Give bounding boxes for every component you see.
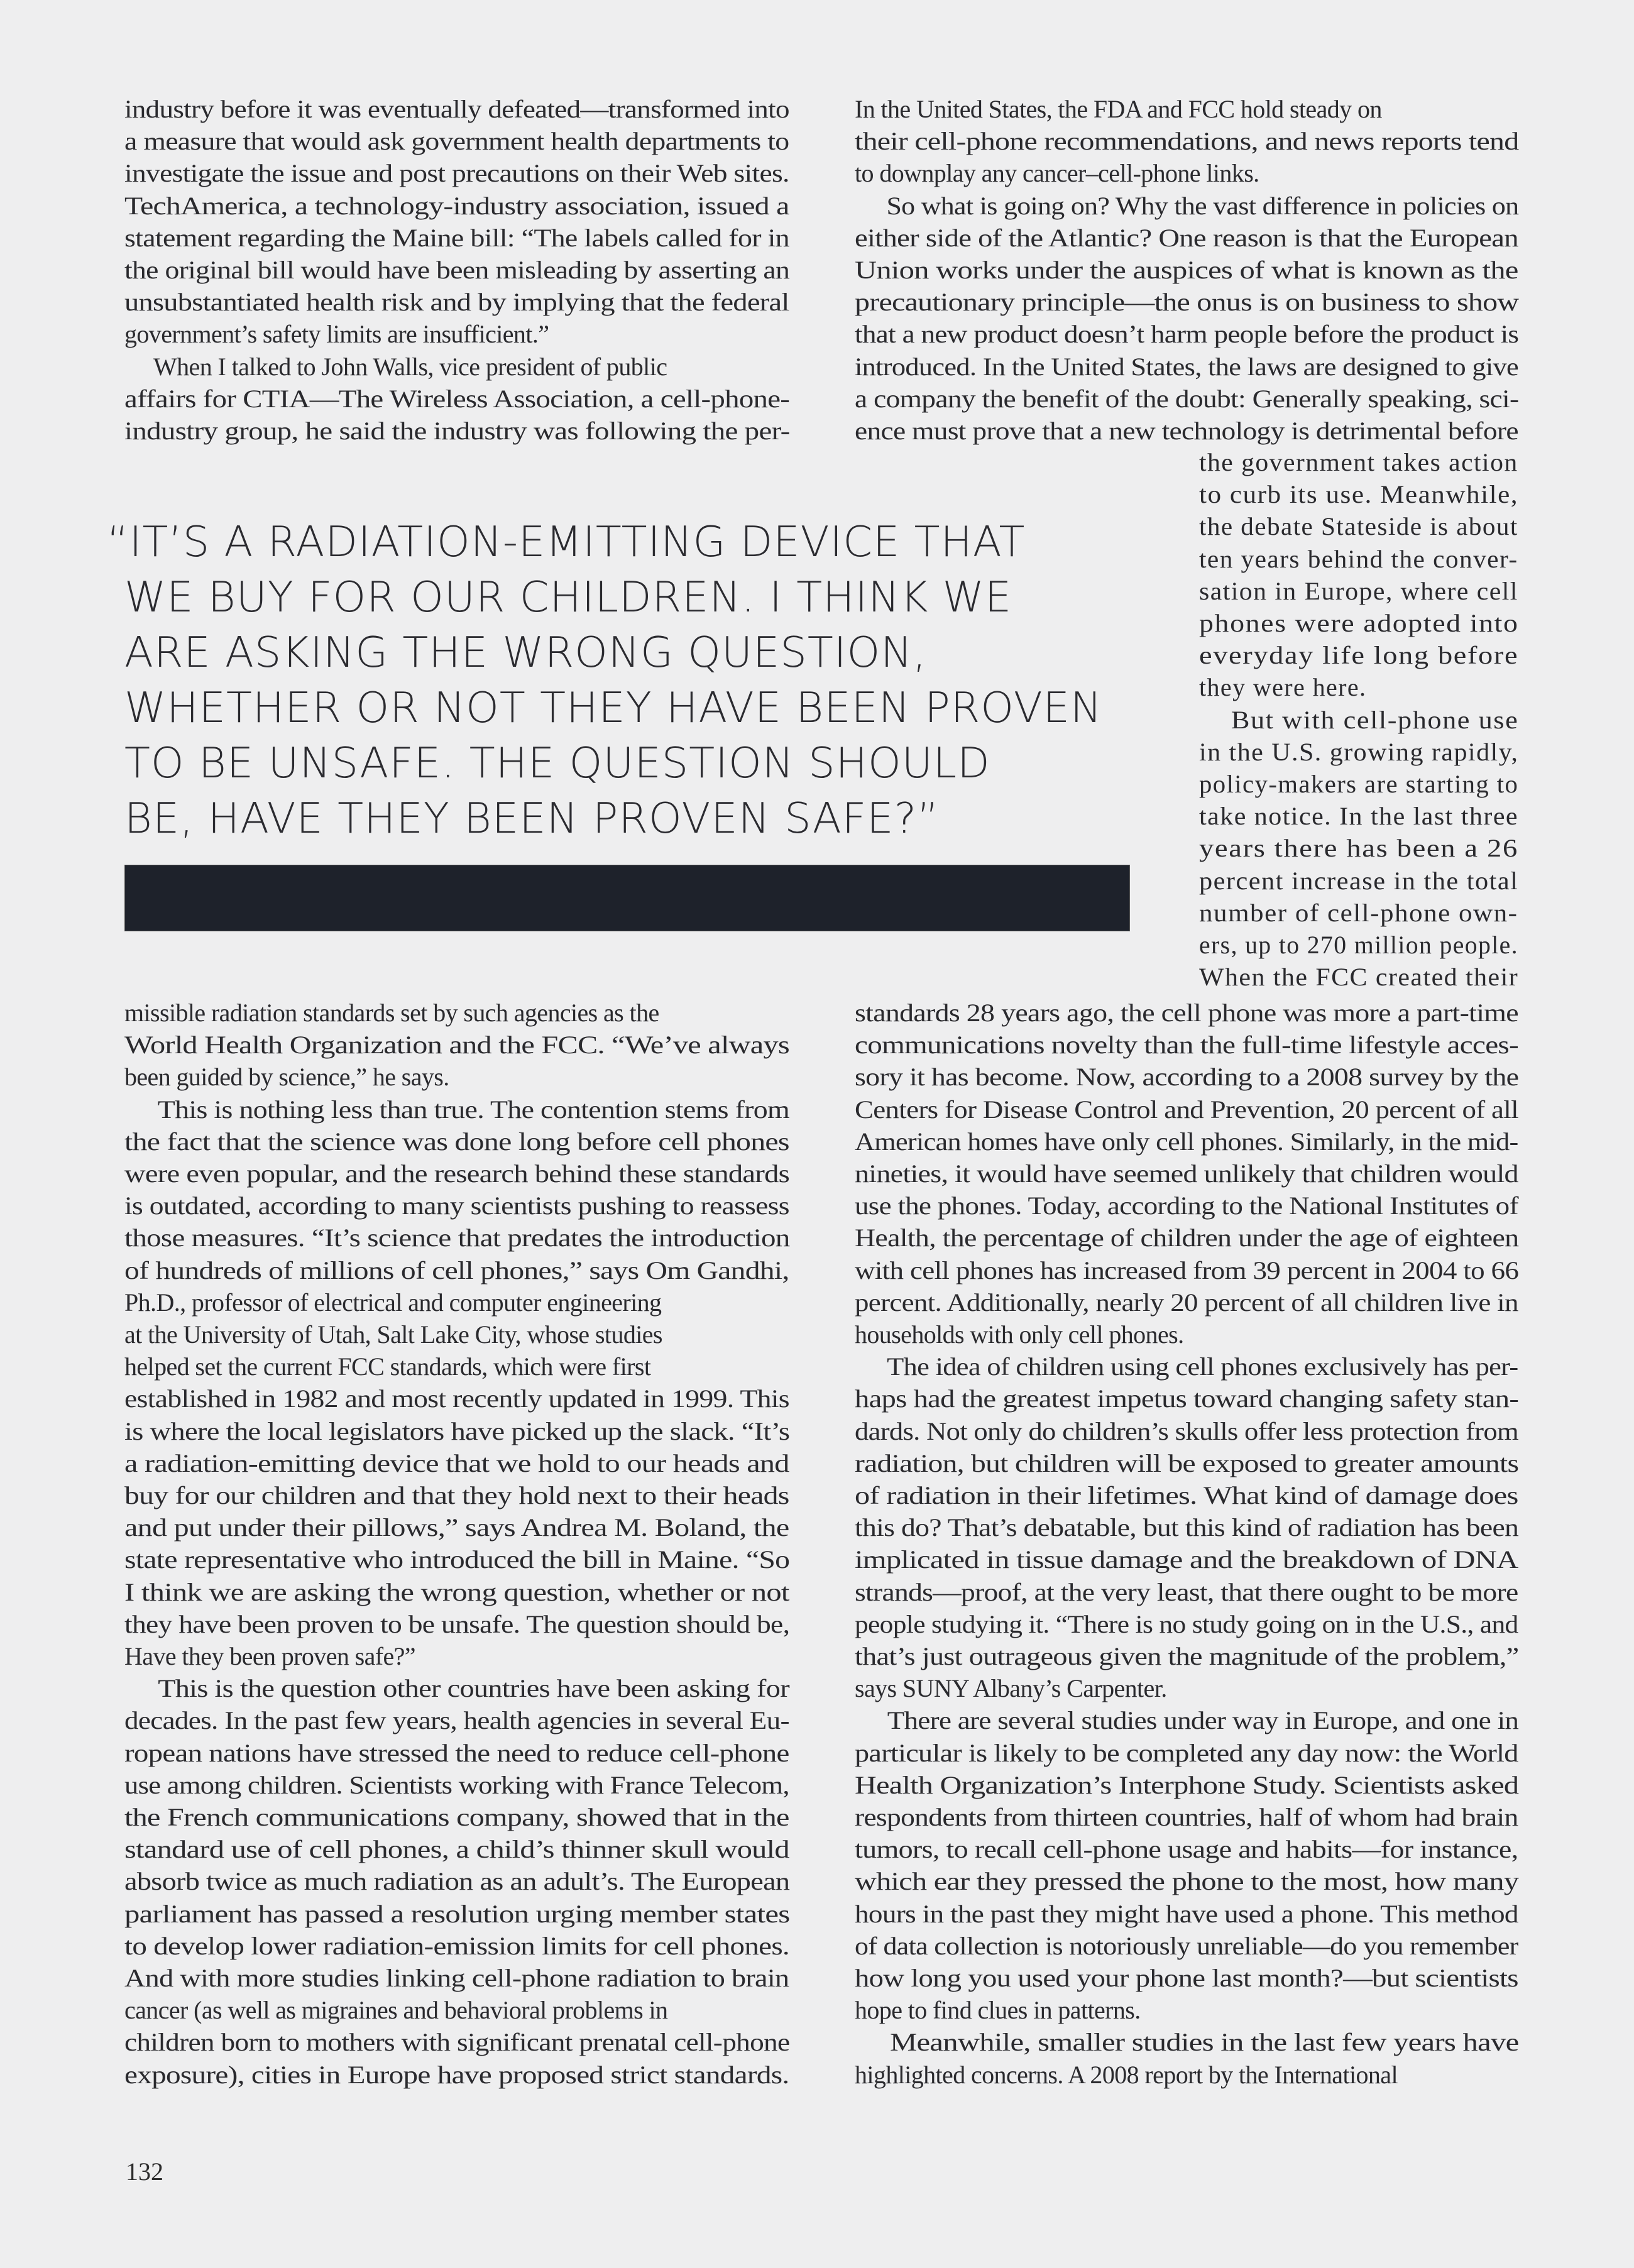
text-line: parliament has passed a resolution urging member states [124,1899,790,1928]
text-line: ers, up to 270 million people. [1199,931,1518,959]
text-line: cancer (as well as migraines and behavioral problems in [124,1996,668,2025]
pull-quote-line: ARE ASKING THE WRONG QUESTION, [124,628,927,677]
text-line: the fact that the science was done long before cell phones [124,1127,789,1156]
text-line: precautionary principle—the onus is on business to show [855,288,1519,317]
text-line: of data collection is notoriously unreliable—do you remember [855,1931,1518,1960]
text-line: Union works under the auspices of what is known as the [855,256,1518,284]
text-line: use among children. Scientists working with France Telecom, [124,1770,789,1799]
text-line: and put under their pillows,” says Andrea M. Boland, the [124,1513,789,1542]
text-line: use the phones. Today, according to the National Institutes of [855,1192,1518,1220]
text-line: says SUNY Albany’s Carpenter. [855,1674,1167,1703]
pull-quote-line: WHETHER OR NOT THEY HAVE BEEN PROVEN [124,683,1103,732]
text-line: Health Organization’s Interphone Study. Scientists asked [855,1770,1519,1799]
text-line: radiation, but children will be exposed to greater amounts [855,1449,1519,1477]
text-line: American homes have only cell phones. Similarly, in the mid- [855,1127,1518,1156]
text-line: There are several studies under way in Europe, and one in [887,1706,1519,1735]
text-line: people studying it. “There is no study going on in the U.S., and [855,1609,1518,1638]
text-line: the debate Stateside is about [1199,512,1518,541]
text-line: they have been proven to be unsafe. The question should be, [124,1609,790,1638]
text-line: I think we are asking the wrong question, whether or not [124,1577,789,1606]
text-line: And with more studies linking cell-phone radiation to brain [124,1964,789,1992]
text-line: either side of the Atlantic? One reason is that the European [855,223,1518,252]
text-line: that a new product doesn’t harm people before the product is [855,320,1519,349]
text-line: sory it has become. Now, according to a 2008 survey by the [855,1063,1519,1092]
text-line: the original bill would have been misleading by asserting an [124,256,790,284]
text-line: strands—proof, at the very least, that there ought to be more [855,1577,1518,1606]
text-line: When the FCC created their [1199,963,1519,992]
text-line: how long you used your phone last month?—but scientists [855,1964,1518,1992]
text-line: tumors, to recall cell-phone usage and habits—for instance, [855,1835,1518,1864]
text-line: communications novelty than the full-time lifestyle acces- [855,1031,1519,1060]
text-line: established in 1982 and most recently updated in 1999. This [124,1384,789,1413]
text-line: been guided by science,” he says. [124,1063,449,1092]
text-line: investigate the issue and post precautions on their Web sites. [124,159,789,188]
text-line: everyday life long before [1199,641,1519,670]
text-line: those measures. “It’s science that predates the introduction [124,1224,790,1252]
text-line: the government takes action [1199,448,1518,476]
text-line: with cell phones has increased from 39 percent in 2004 to 66 [855,1256,1519,1285]
text-line: children born to mothers with significant prenatal cell-phone [124,2028,790,2057]
page-number: 132 [126,2157,163,2186]
text-line: years there has been a 26 [1199,834,1518,863]
text-line: is where the local legislators have picked up the slack. “It’s [124,1416,790,1445]
text-line: dards. Not only do children’s skulls offer less protection from [855,1416,1518,1445]
text-line: the French communications company, showed that in the [124,1803,789,1831]
text-line: affairs for CTIA—The Wireless Association, a cell-phone- [124,384,790,413]
text-line: implicated in tissue damage and the breakdown of DNA [855,1545,1518,1574]
text-line: ence must prove that a new technology is detrimental before [855,417,1518,445]
text-line: But with cell-phone use [1231,705,1519,734]
text-line: sation in Europe, where cell [1199,576,1518,605]
text-line: standards 28 years ago, the cell phone was more a part-time [855,999,1518,1027]
text-line: Meanwhile, smaller studies in the last few years have [889,2028,1519,2057]
text-line: ten years behind the conver- [1199,544,1518,573]
text-line: policy-makers are starting to [1199,770,1519,798]
text-line: to curb its use. Meanwhile, [1199,480,1519,509]
text-line: state representative who introduced the bill in Maine. “So [124,1545,790,1574]
text-line: of hundreds of millions of cell phones,” says Om Gandhi, [124,1256,789,1285]
text-line: buy for our children and that they hold next to their heads [124,1481,789,1509]
text-line: to develop lower radiation-emission limits for cell phones. [124,1931,789,1960]
text-line: highlighted concerns. A 2008 report by the International [855,2060,1398,2089]
pull-quote-line: WE BUY FOR OUR CHILDREN. I THINK WE [124,572,1012,622]
text-line: their cell-phone recommendations, and news reports tend [855,127,1519,156]
text-line: In the United States, the FDA and FCC hold steady on [855,95,1382,123]
text-line: respondents from thirteen countries, half of whom had brain [855,1803,1518,1831]
text-line: a measure that would ask government health departments to [124,127,789,156]
text-line: When I talked to John Walls, vice president of public [153,352,667,381]
text-line: ropean nations have stressed the need to reduce cell-phone [124,1738,789,1767]
text-line: missible radiation standards set by such agencies as the [124,999,659,1027]
text-line: unsubstantiated health risk and by implying that the federal [124,288,789,317]
text-line: haps had the greatest impetus toward changing safety stan- [855,1384,1519,1413]
text-line: statement regarding the Maine bill: “The labels called for in [124,223,789,252]
text-line: Have they been proven safe?” [124,1642,415,1670]
text-line: TechAmerica, a technology-industry association, issued a [124,191,789,220]
text-line: that’s just outrageous given the magnitude of the problem,” [855,1642,1519,1670]
text-line: decades. In the past few years, health agencies in several Eu- [124,1706,789,1735]
text-line: The idea of children using cell phones exclusively has per- [887,1352,1518,1381]
text-line: Health, the percentage of children under the age of eighteen [855,1224,1519,1252]
text-line: a company the benefit of the doubt: Generally speaking, sci- [855,384,1519,413]
text-line: take notice. In the last three [1199,802,1519,831]
text-line: nineties, it would have seemed unlikely that children would [855,1159,1518,1188]
text-line: were even popular, and the research behind these standards [124,1159,790,1188]
pull-quote-bar [124,865,1130,931]
text-line: they were here. [1199,673,1367,702]
text-line: industry group, he said the industry was following the per- [124,417,790,445]
text-line: industry before it was eventually defeated—transformed into [124,95,789,123]
text-line: at the University of Utah, Salt Lake City, whose studies [124,1320,662,1349]
text-line: government’s safety limits are insufficient.” [124,320,549,349]
text-line: standard use of cell phones, a child’s thinner skull would [124,1835,789,1864]
text-line: exposure), cities in Europe have proposed strict standards. [124,2060,789,2089]
text-line: Centers for Disease Control and Prevention, 20 percent of all [855,1095,1518,1124]
pull-quote [107,514,1150,846]
text-line: percent increase in the total [1199,866,1519,895]
text-line: is outdated, according to many scientists pushing to reassess [124,1192,789,1220]
text-line: households with only cell phones. [855,1320,1184,1349]
text-line: this do? That’s debatable, but this kind of radiation has been [855,1513,1519,1542]
text-line: of radiation in their lifetimes. What kind of damage does [855,1481,1518,1509]
pull-quote-line: BE, HAVE THEY BEEN PROVEN SAFE?” [124,794,940,843]
text-line: absorb twice as much radiation as an adult’s. The European [124,1867,790,1896]
text-line: in the U.S. growing rapidly, [1199,737,1519,766]
pull-quote-line: TO BE UNSAFE. THE QUESTION SHOULD [124,738,990,787]
text-line: Ph.D., professor of electrical and computer engineering [124,1288,662,1317]
text-line: This is the question other countries have been asking for [158,1674,789,1703]
text-line: hours in the past they might have used a phone. This method [855,1899,1518,1928]
text-line: a radiation-emitting device that we hold to our heads and [124,1449,789,1477]
text-line: number of cell-phone own- [1199,898,1518,927]
text-line: which ear they pressed the phone to the most, how many [855,1867,1519,1896]
text-line: This is nothing less than true. The contention stems from [157,1095,790,1124]
text-line: introduced. In the United States, the laws are designed to give [855,352,1519,381]
text-line: phones were adopted into [1199,609,1519,637]
text-line: percent. Additionally, nearly 20 percent of all children live in [855,1288,1518,1317]
pull-quote-line: “IT’S A RADIATION-EMITTING DEVICE THAT [107,517,1026,566]
text-line: World Health Organization and the FCC. “We’ve always [124,1031,789,1060]
text-line: So what is going on? Why the vast difference in policies on [886,191,1519,220]
text-line: hope to find clues in patterns. [855,1996,1141,2025]
text-line: to downplay any cancer–cell-phone links. [855,159,1259,188]
text-line: particular is likely to be completed any day now: the World [855,1738,1518,1767]
text-line: helped set the current FCC standards, which were first [124,1352,651,1381]
